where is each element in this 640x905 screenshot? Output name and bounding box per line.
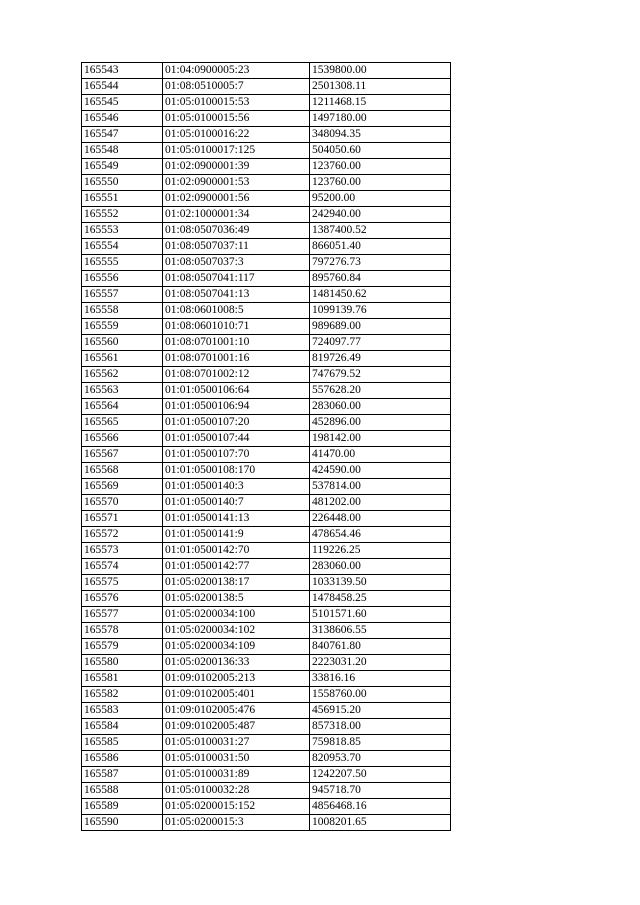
- row-number-cell: 165590: [82, 815, 163, 831]
- row-number-cell: 165551: [82, 191, 163, 207]
- row-number-cell: 165586: [82, 751, 163, 767]
- value-cell: 123760.00: [310, 159, 451, 175]
- table-row: [82, 639, 451, 655]
- cadastral-number-cell: 01:05:0100031:89: [163, 767, 310, 783]
- cadastral-number-cell: 01:08:0701001:16: [163, 351, 310, 367]
- value-cell: 283060.00: [310, 399, 451, 415]
- row-number-cell: 165579: [82, 639, 163, 655]
- value-cell: 1033139.50: [310, 575, 451, 591]
- row-number-cell: 165567: [82, 447, 163, 463]
- value-cell: 452896.00: [310, 415, 451, 431]
- value-cell: 33816.16: [310, 671, 451, 687]
- value-cell: 989689.00: [310, 319, 451, 335]
- table-row: [82, 767, 451, 783]
- cadastral-number-cell: 01:08:0507037:11: [163, 239, 310, 255]
- cadastral-number-cell: 01:05:0100016:22: [163, 127, 310, 143]
- cadastral-number-cell: 01:05:0100017:125: [163, 143, 310, 159]
- table-row: [82, 335, 451, 351]
- cadastral-number-cell: 01:05:0100031:27: [163, 735, 310, 751]
- value-cell: 857318.00: [310, 719, 451, 735]
- table-row: [82, 271, 451, 287]
- table-row: [82, 351, 451, 367]
- row-number-cell: 165565: [82, 415, 163, 431]
- cadastral-number-cell: 01:08:0701002:12: [163, 367, 310, 383]
- table-row: [82, 175, 451, 191]
- table-row: [82, 191, 451, 207]
- table-row: [82, 479, 451, 495]
- cadastral-number-cell: 01:05:0200034:109: [163, 639, 310, 655]
- row-number-cell: 165563: [82, 383, 163, 399]
- table-row: [82, 495, 451, 511]
- value-cell: 41470.00: [310, 447, 451, 463]
- row-number-cell: 165577: [82, 607, 163, 623]
- row-number-cell: 165559: [82, 319, 163, 335]
- table-row: [82, 511, 451, 527]
- cadastral-number-cell: 01:05:0200015:3: [163, 815, 310, 831]
- row-number-cell: 165578: [82, 623, 163, 639]
- cadastral-number-cell: 01:05:0100031:50: [163, 751, 310, 767]
- cadastral-number-cell: 01:05:0100015:56: [163, 111, 310, 127]
- row-number-cell: 165553: [82, 223, 163, 239]
- table-row: [82, 799, 451, 815]
- row-number-cell: 165568: [82, 463, 163, 479]
- value-cell: 945718.70: [310, 783, 451, 799]
- value-cell: 1478458.25: [310, 591, 451, 607]
- table-row: [82, 575, 451, 591]
- table-row: [82, 223, 451, 239]
- cadastral-number-cell: 01:05:0200138:17: [163, 575, 310, 591]
- cadastral-number-cell: 01:05:0100015:53: [163, 95, 310, 111]
- table-row: [82, 383, 451, 399]
- row-number-cell: 165572: [82, 527, 163, 543]
- value-cell: 424590.00: [310, 463, 451, 479]
- value-cell: 537814.00: [310, 479, 451, 495]
- cadastral-number-cell: 01:01:0500107:20: [163, 415, 310, 431]
- cadastral-number-cell: 01:05:0200015:152: [163, 799, 310, 815]
- value-cell: 242940.00: [310, 207, 451, 223]
- table-row: [82, 719, 451, 735]
- value-cell: 481202.00: [310, 495, 451, 511]
- value-cell: 1211468.15: [310, 95, 451, 111]
- value-cell: 504050.60: [310, 143, 451, 159]
- cadastral-number-cell: 01:05:0100032:28: [163, 783, 310, 799]
- cadastral-number-cell: 01:08:0507041:13: [163, 287, 310, 303]
- cadastral-number-cell: 01:08:0507036:49: [163, 223, 310, 239]
- table-row: [82, 111, 451, 127]
- cadastral-number-cell: 01:05:0200138:5: [163, 591, 310, 607]
- value-cell: 819726.49: [310, 351, 451, 367]
- value-cell: 478654.46: [310, 527, 451, 543]
- table-row: [82, 783, 451, 799]
- value-cell: 2501308.11: [310, 79, 451, 95]
- row-number-cell: 165575: [82, 575, 163, 591]
- table-row: [82, 287, 451, 303]
- value-cell: 1481450.62: [310, 287, 451, 303]
- row-number-cell: 165552: [82, 207, 163, 223]
- value-cell: 747679.52: [310, 367, 451, 383]
- cadastral-number-cell: 01:09:0102005:476: [163, 703, 310, 719]
- row-number-cell: 165580: [82, 655, 163, 671]
- row-number-cell: 165546: [82, 111, 163, 127]
- value-cell: 119226.25: [310, 543, 451, 559]
- value-cell: 1497180.00: [310, 111, 451, 127]
- value-cell: 283060.00: [310, 559, 451, 575]
- table-row: [82, 303, 451, 319]
- cadastral-number-cell: 01:08:0601008:5: [163, 303, 310, 319]
- value-cell: 1008201.65: [310, 815, 451, 831]
- row-number-cell: 165554: [82, 239, 163, 255]
- table-row: [82, 591, 451, 607]
- value-cell: 2223031.20: [310, 655, 451, 671]
- row-number-cell: 165555: [82, 255, 163, 271]
- value-cell: 840761.80: [310, 639, 451, 655]
- table-row: [82, 735, 451, 751]
- cadastral-number-cell: 01:09:0102005:487: [163, 719, 310, 735]
- row-number-cell: 165549: [82, 159, 163, 175]
- row-number-cell: 165584: [82, 719, 163, 735]
- cadastral-number-cell: 01:05:0200136:33: [163, 655, 310, 671]
- cadastral-number-cell: 01:01:0500142:77: [163, 559, 310, 575]
- row-number-cell: 165548: [82, 143, 163, 159]
- row-number-cell: 165561: [82, 351, 163, 367]
- table-row: [82, 447, 451, 463]
- cadastral-number-cell: 01:01:0500107:70: [163, 447, 310, 463]
- cadastral-number-cell: 01:05:0200034:100: [163, 607, 310, 623]
- cadastral-number-cell: 01:05:0200034:102: [163, 623, 310, 639]
- row-number-cell: 165564: [82, 399, 163, 415]
- row-number-cell: 165574: [82, 559, 163, 575]
- table-row: [82, 399, 451, 415]
- table-row: [82, 143, 451, 159]
- table-row: [82, 815, 451, 831]
- cadastral-number-cell: 01:08:0507041:117: [163, 271, 310, 287]
- value-cell: 797276.73: [310, 255, 451, 271]
- table-row: [82, 527, 451, 543]
- table-row: [82, 559, 451, 575]
- data-table: [81, 62, 451, 831]
- table-row: [82, 159, 451, 175]
- cadastral-number-cell: 01:08:0701001:10: [163, 335, 310, 351]
- table-row: [82, 79, 451, 95]
- table-row: [82, 239, 451, 255]
- row-number-cell: 165547: [82, 127, 163, 143]
- cadastral-number-cell: 01:02:0900001:53: [163, 175, 310, 191]
- row-number-cell: 165570: [82, 495, 163, 511]
- row-number-cell: 165544: [82, 79, 163, 95]
- cadastral-number-cell: 01:01:0500140:3: [163, 479, 310, 495]
- row-number-cell: 165588: [82, 783, 163, 799]
- table-row: [82, 687, 451, 703]
- row-number-cell: 165587: [82, 767, 163, 783]
- cadastral-number-cell: 01:01:0500106:94: [163, 399, 310, 415]
- row-number-cell: 165589: [82, 799, 163, 815]
- row-number-cell: 165571: [82, 511, 163, 527]
- row-number-cell: 165562: [82, 367, 163, 383]
- table-row: [82, 623, 451, 639]
- cadastral-number-cell: 01:01:0500141:13: [163, 511, 310, 527]
- table-row: [82, 255, 451, 271]
- cadastral-number-cell: 01:08:0507037:3: [163, 255, 310, 271]
- cadastral-number-cell: 01:01:0500108:170: [163, 463, 310, 479]
- cadastral-number-cell: 01:01:0500140:7: [163, 495, 310, 511]
- value-cell: 5101571.60: [310, 607, 451, 623]
- value-cell: 4856468.16: [310, 799, 451, 815]
- cadastral-number-cell: 01:09:0102005:213: [163, 671, 310, 687]
- table-row: [82, 431, 451, 447]
- table-row: [82, 63, 451, 79]
- row-number-cell: 165582: [82, 687, 163, 703]
- value-cell: 866051.40: [310, 239, 451, 255]
- value-cell: 1242207.50: [310, 767, 451, 783]
- value-cell: 759818.85: [310, 735, 451, 751]
- value-cell: 895760.84: [310, 271, 451, 287]
- table-row: [82, 207, 451, 223]
- value-cell: 1558760.00: [310, 687, 451, 703]
- cadastral-number-cell: 01:01:0500107:44: [163, 431, 310, 447]
- table-row: [82, 367, 451, 383]
- value-cell: 1099139.76: [310, 303, 451, 319]
- table-row: [82, 703, 451, 719]
- value-cell: 95200.00: [310, 191, 451, 207]
- value-cell: 724097.77: [310, 335, 451, 351]
- table-row: [82, 543, 451, 559]
- cadastral-number-cell: 01:08:0601010:71: [163, 319, 310, 335]
- cadastral-number-cell: 01:01:0500142:70: [163, 543, 310, 559]
- value-cell: 456915.20: [310, 703, 451, 719]
- row-number-cell: 165581: [82, 671, 163, 687]
- cadastral-number-cell: 01:01:0500141:9: [163, 527, 310, 543]
- row-number-cell: 165557: [82, 287, 163, 303]
- value-cell: 198142.00: [310, 431, 451, 447]
- value-cell: 123760.00: [310, 175, 451, 191]
- value-cell: 557628.20: [310, 383, 451, 399]
- row-number-cell: 165569: [82, 479, 163, 495]
- table-row: [82, 127, 451, 143]
- value-cell: 226448.00: [310, 511, 451, 527]
- cadastral-number-cell: 01:02:0900001:56: [163, 191, 310, 207]
- table-row: [82, 319, 451, 335]
- row-number-cell: 165585: [82, 735, 163, 751]
- row-number-cell: 165583: [82, 703, 163, 719]
- table-row: [82, 607, 451, 623]
- cadastral-number-cell: 01:09:0102005:401: [163, 687, 310, 703]
- table-row: [82, 751, 451, 767]
- row-number-cell: 165550: [82, 175, 163, 191]
- value-cell: 1539800.00: [310, 63, 451, 79]
- row-number-cell: 165560: [82, 335, 163, 351]
- cadastral-number-cell: 01:02:0900001:39: [163, 159, 310, 175]
- row-number-cell: 165556: [82, 271, 163, 287]
- value-cell: 820953.70: [310, 751, 451, 767]
- row-number-cell: 165545: [82, 95, 163, 111]
- cadastral-number-cell: 01:02:1000001:34: [163, 207, 310, 223]
- row-number-cell: 165543: [82, 63, 163, 79]
- table-row: [82, 95, 451, 111]
- row-number-cell: 165558: [82, 303, 163, 319]
- value-cell: 348094.35: [310, 127, 451, 143]
- table-row: [82, 655, 451, 671]
- row-number-cell: 165576: [82, 591, 163, 607]
- cadastral-number-cell: 01:08:0510005:7: [163, 79, 310, 95]
- cadastral-number-cell: 01:01:0500106:64: [163, 383, 310, 399]
- table-row: [82, 671, 451, 687]
- table-body: [82, 63, 451, 831]
- table-row: [82, 463, 451, 479]
- table-row: [82, 415, 451, 431]
- value-cell: 1387400.52: [310, 223, 451, 239]
- cadastral-number-cell: 01:04:0900005:23: [163, 63, 310, 79]
- value-cell: 3138606.55: [310, 623, 451, 639]
- row-number-cell: 165566: [82, 431, 163, 447]
- row-number-cell: 165573: [82, 543, 163, 559]
